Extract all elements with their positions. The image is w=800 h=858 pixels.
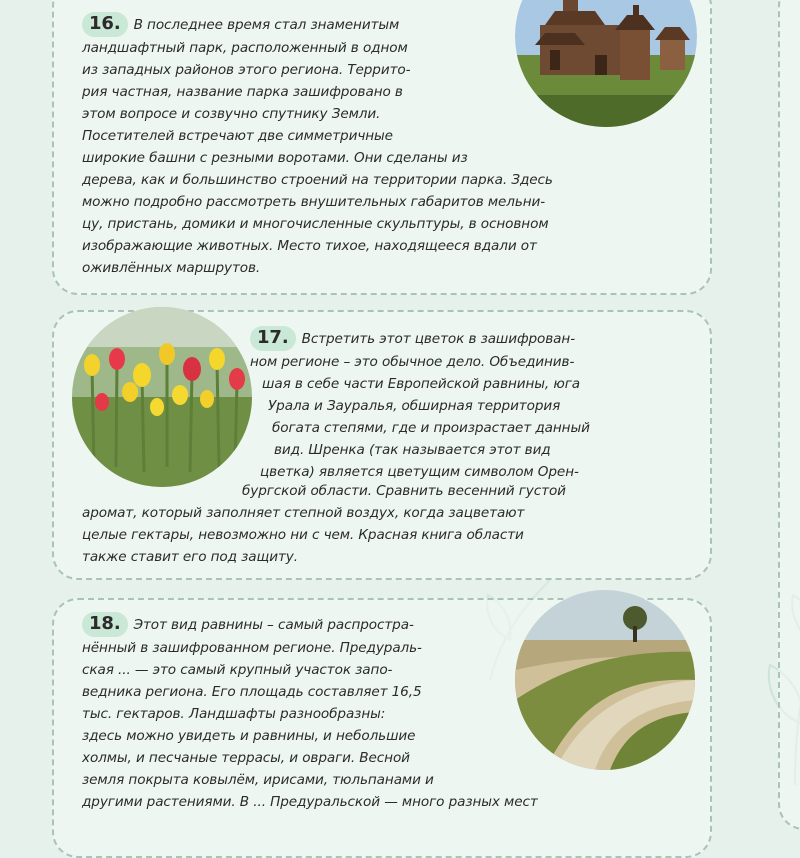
question-number-18: 18. xyxy=(82,612,128,637)
next-column-card-edge xyxy=(778,0,800,830)
question-text-16: 16. В последнее время стал знаменитым ландшафтный парк, расположенный в одном из западных районов этого региона. Террито- рия частная, название парка зашифровано в этом вопросе и созвучно спутнику Земли. Посетителей встречают две симметричные широкие башни с резными воротами. Они сделаны из дерева, как и большинство строений на территории парка. Здесь можно подробно рассмотреть внушительных габаритов мельни- цу, пристань, домики и многочисленные скульптуры, в основном изображающие животных. Место тихое, находящееся вдали от оживлённых маршрутов. xyxy=(82,13,553,276)
question-text-18: 18. Этот вид равнины – самый распростра- нённый в зашифрованном регионе. Предураль- ская ... — это самый крупный участок запо- ведника региона. Его площадь составляет 16,5 тыс. гектаров. Ландшафты разнообразны: здесь можно увидеть и равнины, и небольшие холмы, и песчаные террасы, и овраги. Весной земля покрыта ковылём, ирисами, тюльпанами и другими растениями. В ... Предуральской — много разных мест xyxy=(82,613,538,810)
tulips-photo xyxy=(72,307,252,487)
steppe-plain-photo xyxy=(515,590,695,770)
question-text-17: 17. Встретить этот цветок в зашифрован- ном регионе – это обычное дело. Объединив- шая в себе части Европейской равнины, юга Урала и Зауралья, обширная территория богата степями, где и произрастает данный вид. Шренка (так называется этот вид цветка) является цветущим символом Орен- xyxy=(250,327,590,480)
question-number-17: 17. xyxy=(250,326,296,351)
question-number-16: 16. xyxy=(82,12,128,37)
question-text-17-cont: бургской области. Сравнить весенний густой аромат, который заполняет степной воздух, когда зацветают целые гектары, невозможно ни с чем. Красная книга области также ставит его под защиту. xyxy=(82,483,566,565)
